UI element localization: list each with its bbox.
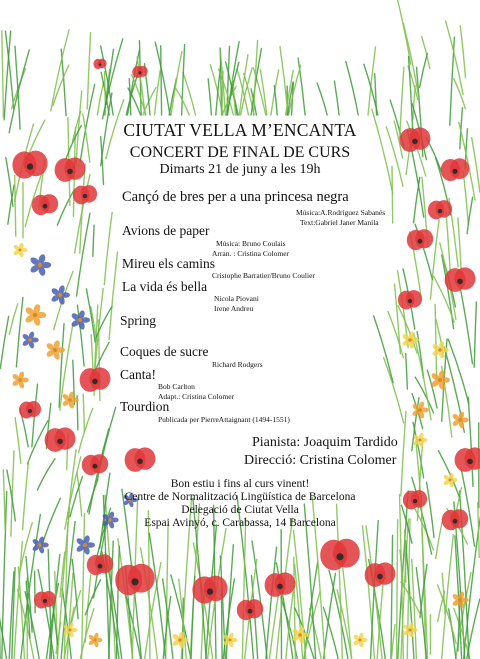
poppy-center xyxy=(93,464,98,469)
flower-center xyxy=(53,348,57,352)
program-item-credit: Arran. : Cristina Colomer xyxy=(212,249,290,258)
poppy-flower xyxy=(41,591,56,607)
farewell-message: Bon estiu i fins al curs vinent! xyxy=(170,478,310,490)
grass-blade xyxy=(82,513,85,659)
flower-center xyxy=(58,293,62,297)
flower-center xyxy=(38,263,43,268)
poppy-center xyxy=(248,609,253,614)
organizer-delegation: Delegació de Ciutat Vella xyxy=(181,504,299,516)
grass-blade xyxy=(406,354,408,389)
grass-blade xyxy=(460,288,472,364)
flower-center xyxy=(438,348,442,352)
program-item-title: La vida és bella xyxy=(122,279,208,294)
grass-blade xyxy=(183,72,196,115)
poppy-center xyxy=(336,553,343,560)
program-item-credit: Nicola Piovani xyxy=(214,294,259,303)
grass-blade xyxy=(77,213,90,296)
poppy-center xyxy=(28,409,32,413)
poppy-flower xyxy=(274,572,295,594)
grass-blade xyxy=(397,0,411,64)
grass-blade xyxy=(384,358,404,423)
grass-blade xyxy=(334,81,339,115)
poppy-flower xyxy=(454,267,475,289)
grass-blade xyxy=(83,394,84,432)
program-item-title: Mireu els camins xyxy=(122,256,215,271)
poppy-flower xyxy=(40,194,58,213)
poster-subtitle: CONCERT DE FINAL DE CURS xyxy=(129,144,351,161)
grass-blade xyxy=(298,58,305,115)
poppy-center xyxy=(277,584,283,590)
grass-blade xyxy=(35,571,36,613)
flower-center xyxy=(178,638,182,642)
grass-blade xyxy=(0,316,8,368)
poppy-flower xyxy=(415,229,433,248)
program-item-credit: Irene Andreu xyxy=(214,304,254,313)
program-item-credit: Música: Bruno Coulais xyxy=(216,239,286,248)
grass-blade xyxy=(374,316,393,383)
grass-blade xyxy=(289,65,301,115)
grass-blade xyxy=(155,70,161,115)
program-item-credit: Música:A.Rodriguez Sabanés xyxy=(296,208,386,217)
poppy-center xyxy=(57,439,63,445)
program-item-credit: Cristophe Barratier/Bruno Coulier xyxy=(212,271,315,280)
concert-date: Dimarts 21 de juny a les 19h xyxy=(159,162,321,177)
poppy-flower xyxy=(406,290,423,308)
poster-title: CIUTAT VELLA M’ENCANTA xyxy=(123,120,357,140)
poppy-center xyxy=(408,299,412,303)
grass-blade xyxy=(109,252,117,339)
grass-blade xyxy=(57,189,74,225)
grass-blade xyxy=(474,302,476,367)
flower-center xyxy=(83,543,87,547)
grass-blade xyxy=(394,284,400,354)
flower-center xyxy=(69,629,72,632)
program-item-title: Avions de paper xyxy=(122,223,210,238)
poppy-flower xyxy=(89,367,110,389)
flower-center xyxy=(38,543,42,547)
poppy-center xyxy=(207,588,213,594)
poppy-center xyxy=(99,63,101,65)
grass-blade xyxy=(16,298,23,367)
grass-blade xyxy=(460,26,465,78)
poppy-center xyxy=(438,209,442,213)
poppy-flower xyxy=(54,427,75,449)
grass-blade xyxy=(317,83,327,115)
grass-blade xyxy=(337,590,352,659)
flower-center xyxy=(28,338,32,342)
program-item-title: Canta! xyxy=(120,367,156,382)
flower-center xyxy=(78,318,82,322)
grass-blade xyxy=(2,31,4,117)
grass-blade xyxy=(391,535,393,659)
grass-blade xyxy=(78,408,92,452)
grass-blade xyxy=(15,175,16,236)
grass-blade xyxy=(346,62,358,115)
grass-blade xyxy=(435,304,436,379)
venue-address: Espai Avinyó, c. Carabassa, 14 Barcelona xyxy=(144,517,336,529)
grass-blade xyxy=(161,46,162,115)
grass-blade xyxy=(388,311,403,357)
grass-blade xyxy=(420,54,428,88)
grass-blade xyxy=(323,607,338,659)
poppy-flower xyxy=(333,539,360,568)
poppy-center xyxy=(43,599,47,603)
flower-center xyxy=(438,378,442,382)
grass-blade xyxy=(97,82,103,115)
grass-blade xyxy=(104,212,112,284)
grass-blade xyxy=(449,609,456,659)
poppy-center xyxy=(92,379,98,385)
poppy-center xyxy=(43,204,48,209)
poppy-center xyxy=(418,239,423,244)
program-item-title: Coques de sucre xyxy=(120,344,209,359)
poppy-center xyxy=(377,574,383,580)
flower-center xyxy=(359,639,362,642)
poppy-flower xyxy=(95,554,113,573)
program-item-credit: Richard Rodgers xyxy=(212,360,263,369)
grass-blade xyxy=(166,525,168,659)
organizer-name: Centre de Normalització Lingüística de Barcelona xyxy=(124,491,356,503)
program-item-title: Tourdion xyxy=(120,399,170,414)
flower-center xyxy=(33,313,38,318)
grass-blade xyxy=(371,521,379,659)
grass-blade xyxy=(208,79,211,115)
grass-blade xyxy=(430,220,439,299)
flower-center xyxy=(419,439,422,442)
grass-blade xyxy=(463,172,468,225)
poppy-center xyxy=(98,564,103,569)
poppy-flower xyxy=(204,576,228,602)
flower-center xyxy=(94,639,97,642)
poppy-flower xyxy=(26,401,41,417)
grass-blade xyxy=(468,397,473,486)
program-item-credit: Bob Carlton xyxy=(158,382,195,391)
poppy-flower xyxy=(374,562,395,584)
grass-blade xyxy=(274,86,277,115)
poppy-center xyxy=(131,578,138,585)
grass-blade xyxy=(93,225,94,256)
grass-blade xyxy=(464,513,480,659)
grass-blade xyxy=(324,573,336,659)
flower-center xyxy=(408,338,412,342)
poppy-flower xyxy=(90,454,108,473)
flower-center xyxy=(458,598,462,602)
poppy-center xyxy=(139,71,142,74)
flower-center xyxy=(409,629,412,632)
grass-blade xyxy=(397,520,398,659)
grass-blade xyxy=(149,533,165,659)
flower-center xyxy=(18,378,22,382)
flower-center xyxy=(68,398,72,402)
flower-center xyxy=(298,633,302,637)
program-item-credit: Adapt.: Cristina Colomer xyxy=(158,392,235,401)
program-item-title: Cançó de bres per a una princesa negra xyxy=(122,189,349,205)
director-credit: Direcció: Cristina Colomer xyxy=(244,453,397,468)
poppy-center xyxy=(83,194,87,198)
flower-center xyxy=(458,418,462,422)
poppy-flower xyxy=(98,59,107,69)
flower-center xyxy=(229,639,232,642)
flower-center xyxy=(19,249,22,252)
poppy-center xyxy=(457,279,463,285)
pianist-credit: Pianista: Joaquim Tardido xyxy=(252,435,398,450)
poppy-flower xyxy=(81,185,98,203)
poppy-flower xyxy=(436,200,453,218)
poppy-flower xyxy=(137,66,148,77)
grass-blade xyxy=(446,212,450,273)
grass-blade xyxy=(242,518,245,659)
flower-center xyxy=(418,408,422,412)
program-item-credit: Publicada per PierreAttaignant (1494-1551) xyxy=(158,415,290,424)
grass-blade xyxy=(15,418,21,464)
poppy-flower xyxy=(245,599,263,618)
program-item-title: Spring xyxy=(120,313,157,328)
grass-blade xyxy=(9,304,17,335)
grass-blade xyxy=(422,37,430,69)
poppy-center xyxy=(467,459,473,465)
poppy-flower xyxy=(128,564,155,593)
grass-blade xyxy=(87,33,90,109)
program-item-credit: Text:Gabriel Janer Manila xyxy=(300,218,379,227)
grass-blade xyxy=(392,625,395,657)
grass-blade xyxy=(171,52,182,115)
poppy-flower xyxy=(134,447,155,469)
grass-blade xyxy=(155,42,170,115)
poppy-center xyxy=(137,459,143,465)
